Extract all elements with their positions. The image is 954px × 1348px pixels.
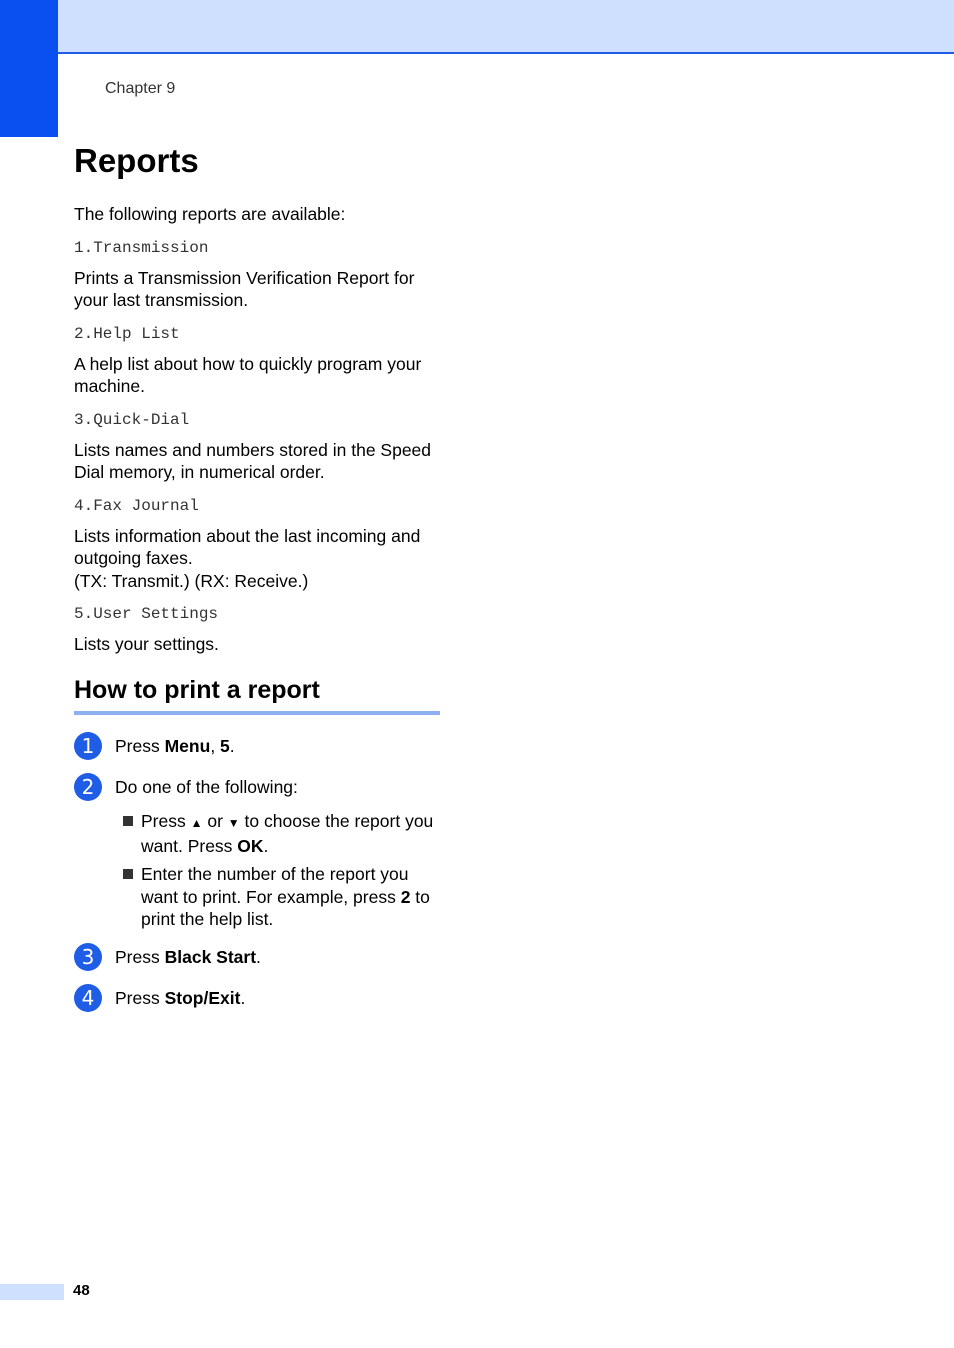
intro-text: The following reports are available: [74, 204, 346, 224]
report-code: 3.Quick-Dial [74, 410, 190, 429]
key-stop-exit: Stop/Exit [164, 988, 241, 1008]
report-desc-note: (TX: Transmit.) (RX: Receive.) [74, 570, 309, 591]
report-code: 2.Help List [74, 324, 180, 343]
step-text [115, 735, 445, 758]
bullet-text-part: or [202, 811, 228, 831]
step-number: 2 [74, 773, 102, 801]
report-desc: Lists names and numbers stored in the Speed Dial memory, in numerical order. [74, 439, 432, 482]
chapter-tab [0, 0, 58, 137]
bullet-text-part: Press [141, 811, 191, 831]
step-text-part: Press [115, 736, 165, 756]
step-text [115, 987, 445, 1010]
reports-list [74, 203, 444, 656]
bullet-square-icon [123, 869, 133, 879]
step-text [115, 946, 445, 969]
report-code: 1.Transmission [74, 238, 209, 257]
step-number: 4 [74, 984, 102, 1012]
bullet-text [141, 810, 441, 857]
step-text-part: . [229, 736, 235, 756]
step-text-part: . [256, 947, 261, 967]
page-title: Reports [74, 142, 199, 179]
report-desc: Prints a Transmission Verification Report for your last transmission. [74, 267, 415, 310]
key-2: 2 [400, 886, 411, 907]
report-desc: A help list about how to quickly program your machine. [74, 353, 422, 396]
header-band [0, 0, 954, 54]
step-text-part: Press [115, 988, 165, 1008]
step-number: 1 [74, 732, 102, 760]
step-text-part: . [240, 988, 246, 1008]
report-code: 5.User Settings [74, 605, 219, 623]
step-number: 3 [74, 943, 102, 971]
step-text-part: Press [115, 947, 165, 967]
bullet-text-part: . [263, 835, 269, 856]
key-ok: OK [237, 835, 264, 856]
bullet-text-part: to choose the report you want. Press [141, 811, 434, 856]
down-arrow-icon: ▼ [227, 816, 240, 830]
chapter-label: Chapter 9 [105, 80, 176, 97]
key-menu: Menu [164, 736, 211, 756]
key-5: 5 [220, 736, 230, 756]
step-text: Do one of the following: [115, 777, 298, 797]
step-text-part: , [210, 736, 221, 756]
report-desc: Lists information about the last incoming and outgoing faxes. [74, 525, 421, 568]
up-arrow-icon: ▲ [190, 816, 203, 830]
bullet-text [141, 863, 441, 931]
footer-band [0, 1284, 64, 1300]
bullet-text-part: to print the help list. [141, 886, 430, 929]
report-desc: Lists your settings. [74, 634, 219, 654]
page-number: 48 [73, 1282, 90, 1299]
bullet-square-icon [123, 816, 133, 826]
section-title: How to print a report [74, 676, 440, 715]
bullet-text-part: Enter the number of the report you want to print. For example, press [141, 864, 409, 907]
report-code: 4.Fax Journal [74, 496, 199, 515]
key-black-start: Black Start [164, 947, 257, 967]
